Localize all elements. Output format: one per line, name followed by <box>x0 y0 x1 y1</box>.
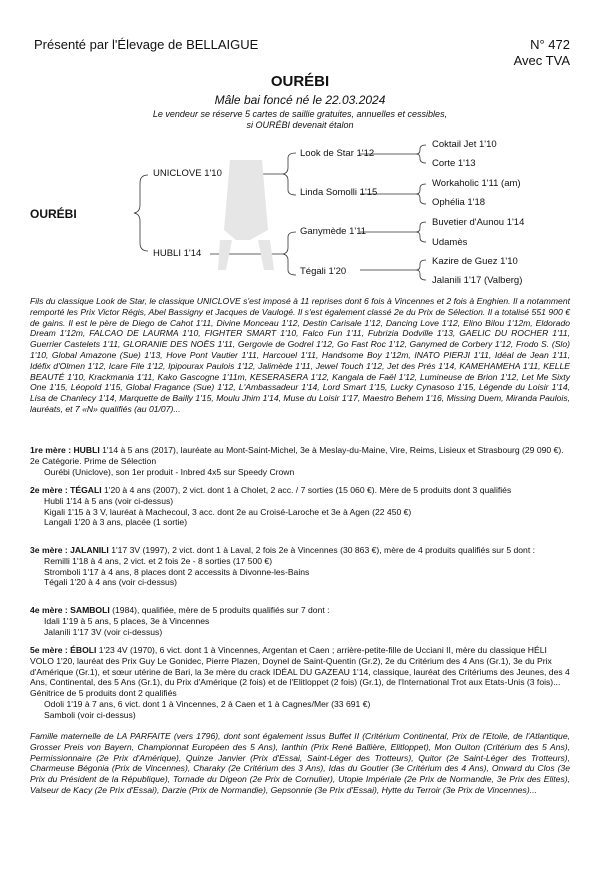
horse-title: OURÉBI <box>270 73 330 90</box>
mere-text: 1'17 3V (1997), 2 vict. dont 1 à Laval, 2 fois 2e à Vincennes (30 863 €), mère de 4 produits qualifiés sur 5 dont : <box>111 545 535 555</box>
pedigree-sdd: Ophélia 1'18 <box>432 197 486 208</box>
pedigree-dds: Kazire de Guez 1'10 <box>432 256 518 267</box>
produit: Kigali 1'15 à 3 V, lauréat à Machecoul, 3 acc. dont 2e au Croisé-Laroche et 3e à Agen (22 450 €) <box>44 506 412 517</box>
mere-label: 3e mère : JALANILI <box>30 545 109 555</box>
mere-text: 1'20 à 4 ans (2007), 2 vict. dont 1 à Cholet, 2 acc. / 7 sorties (15 060 €). Mère de 5 produits dont 3 qualifiés <box>104 485 512 495</box>
mere-label: 4e mère : SAMBOLI <box>30 605 110 615</box>
mere-label: 1re mère : HUBLI <box>30 445 100 455</box>
mere-label: 2e mère : TÉGALI <box>30 485 102 495</box>
seller-note-line1: Le vendeur se réserve 5 cartes de saillie gratuites, annuelles et cessibles, <box>152 109 448 119</box>
pedigree-sire: UNICLOVE 1'10 <box>153 168 222 179</box>
pedigree-chart <box>0 0 600 300</box>
pedigree-subject: OURÉBI <box>30 207 77 221</box>
tax-status: Avec TVA <box>513 53 570 68</box>
produit: Jalanili 1'17 3V (voir ci-dessus) <box>44 626 163 637</box>
pedigree-dss: Buvetier d'Aunou 1'14 <box>432 217 525 228</box>
mere-text: 1'14 à 5 ans (2017), lauréate au Mont-Saint-Michel, 3e à Meslay-du-Maine, Vire, Reims, Lisieux et Strasbourg (29 090 €). 2e Catégorie. Prime de Sélection <box>30 445 564 466</box>
produit: Stromboli 1'17 à 4 ans, 8 places dont 2 accessits à Divonne-les-Bains <box>44 566 310 577</box>
produit: Hubli 1'14 à 5 ans (voir ci-dessus) <box>44 495 174 506</box>
pedigree-dam-dam: Tégali 1'20 <box>300 266 347 277</box>
pedigree-sire-sire: Look de Star 1'12 <box>300 148 375 159</box>
pedigree-dam-sire: Ganymède 1'11 <box>300 226 367 237</box>
lot-number: N° 472 <box>530 37 570 52</box>
mere-2 <box>30 485 570 528</box>
produit: Samboli (voir ci-dessus) <box>44 709 136 720</box>
produit: Idali 1'19 à 5 ans, 5 places, 3e à Vincennes <box>44 615 210 626</box>
seller-note-line2: si OURÉBI devenait étalon <box>246 120 354 130</box>
produit: Odoli 1'19 à 7 ans, 6 vict. dont 1 à Vincennes, 2 à Caen et 1 à Cagnes/Mer (33 691 €) <box>44 698 371 709</box>
pedigree-sss: Coktail Jet 1'10 <box>432 139 497 150</box>
pedigree-ssd: Corte 1'13 <box>432 158 476 169</box>
produit: Remilli 1'18 à 4 ans, 2 vict. et 2 fois 2e - 8 sorties (17 500 €) <box>44 555 273 566</box>
pedigree-dsd: Udamès <box>432 237 468 248</box>
sire-description: Fils du classique Look de Star, le classique UNICLOVE s'est imposé à 11 reprises dont 6 fois à Vincennes et 2 fois à Enghien. Il a notamment remporté les Prix Victor Régis, Abel Bassigny et Jacques de Vaulogé. Il s'est également classé 2e du Prix de Sélection. Il a totalisé 551 900 € de gains. Il est le père de Diego de Cahot 1'11, Divine Monceau 1'12, Destin Carisale 1'12, Dancing Love 1'12, Elino Bilou 1'12m, Eldorado Dream 1'12m, FALCAO DE LAURMA 1'10, FIGHTER SMART 1'10, Falco Fun 1'11, Fubrizia Dodville 1'13, GAELIC DU ROCHER 1'11, Guerrier Castelets 1'11, GLORANIE DES NOËS 1'11, Gergovie de Godrel 1'12, Go Fast Roc 1'12, Ganymed de Corbery 1'12, Frodo S. (Slo) 1'10, Global Amazone (Sue) 1'13, Hove Pont Vautier 1'11, Harcouel 1'11, Handsome Boy 1'12m, INATO PIERJI 1'11, Idéal de Jean 1'11, Idéfix d'Olmen 1'12, Icare File 1'12, Ipipourax Paulois 1'12, Jalimède 1'11, Jewel Touch 1'12, Jet des Prés 1'14, KAMEHAMEHA 1'11, KELLE BEAUTÉ 1'10, Krackmania 1'11, Kako Gascogne 1'11m, KESERASERA 1'12, Kangala de Faël 1'12, Lumineuse de Brion 1'12, Let Me Sixty One 1'15, Léopold 1'15, Global Fragance (Sue) 1'12, L'Ambassadeur 1'14, Lord Smart 1'15, Lucky Cynasoso 1'15, Légende du Loisir 1'14, Lisa de Chanlecy 1'14, Marquette de Bailly 1'15, Moulu Jhim 1'14, Muse du Loisir 1'17, Maestro Behem 1'16, Missing Duem, Miranda Paulois, lauréats, et 7 «N» qualifiés (au 01/07)... <box>30 296 570 414</box>
produit: Tégali 1'20 à 4 ans (voir ci-dessus) <box>44 577 177 588</box>
horse-description: Mâle bai foncé né le 22.03.2024 <box>214 93 386 107</box>
pedigree-sire-dam: Linda Somolli 1'15 <box>300 187 378 198</box>
presenter-line: Présenté par l'Élevage de BELLAIGUE <box>34 37 259 52</box>
pedigree-ddd: Jalanili 1'17 (Valberg) <box>432 275 523 286</box>
mere-label: 5e mère : ÉBOLI <box>30 645 97 655</box>
mere-text: (1984), qualifiée, mère de 5 produits qualifiés sur 7 dont : <box>112 605 330 615</box>
mere-5 <box>30 645 570 721</box>
produit: Langali 1'20 à 3 ans, placée (1 sortie) <box>44 517 188 528</box>
produit: Ourébi (Uniclove), son 1er produit - Inbred 4x5 sur Speedy Crown <box>44 466 295 477</box>
mere-3 <box>30 545 570 588</box>
family-description: Famille maternelle de LA PARFAITE (vers 1796), dont sont également issus Buffet II (Critérium Continental, Prix de l'Etoile, de l'Atlantique, Grosser Preis von Bayern, Championnat Européen des 5 Ans), Ianthin (Prix René Ballière, Elitloppet), Mon Ouiton (Critérium des 5 Ans), Permissionnaire (2e Prix d'Amérique), Quinze Janvier (Prix d'Essai, Saint-Léger des Trotteurs), Quitor (2e Saint-Léger des Trotteurs), Charmeuse Bégonia (Prix de Vincennes), Charaky (2e Critérium des 3 Ans), Idas du Goutier (3e Critérium des 4 Ans), Onward du Clos (3e Prix du Président de la République), Tornade du Digeon (2e Prix de Cornulier), Utopie Impériale (2e Prix de Normandie, 3e Prix des Elites), Valseur de Kacy (2e Prix d'Essai), Darzie (Prix de Normandie), Gepsonnie (3e Prix d'Essai), Hytte du Terroir (3e Prix de Vincennes)... <box>30 731 570 795</box>
mere-1 <box>30 445 570 477</box>
mere-text: 1'23 4V (1970), 6 vict. dont 1 à Vincennes, Argentan et Caen ; arrière-petite-fille de Ucciani II, mère du classique HÉLI VOLO 1'20, lauréat des Prix Guy Le Gonidec, Pierre Plazen, Doynel de Saint-Quentin (Gr.2), 2e du Critérium des 4 Ans (Gr.1), 3e du Prix d'Amérique (Gr.1), et sœur utérine de Bari, la 3e mère du crack IDÉAL DU GAZEAU 1'14, classique, lauréat des Critériums des Jeunes, des 4 Ans, Continental, des 5 Ans (Gr.1), du Prix d'Amérique (2 fois) et de l'Elitloppet (2 fois) (Gr.1), de l'International Trot aux Etats-Unis (3 fois)... Génitrice de 5 produits dont 2 qualifiés <box>30 645 570 699</box>
pedigree-dam: HUBLI 1'14 <box>153 248 202 259</box>
sulky-watermark <box>218 160 274 270</box>
pedigree-sds: Workaholic 1'11 (am) <box>432 178 521 189</box>
mere-4 <box>30 605 570 637</box>
